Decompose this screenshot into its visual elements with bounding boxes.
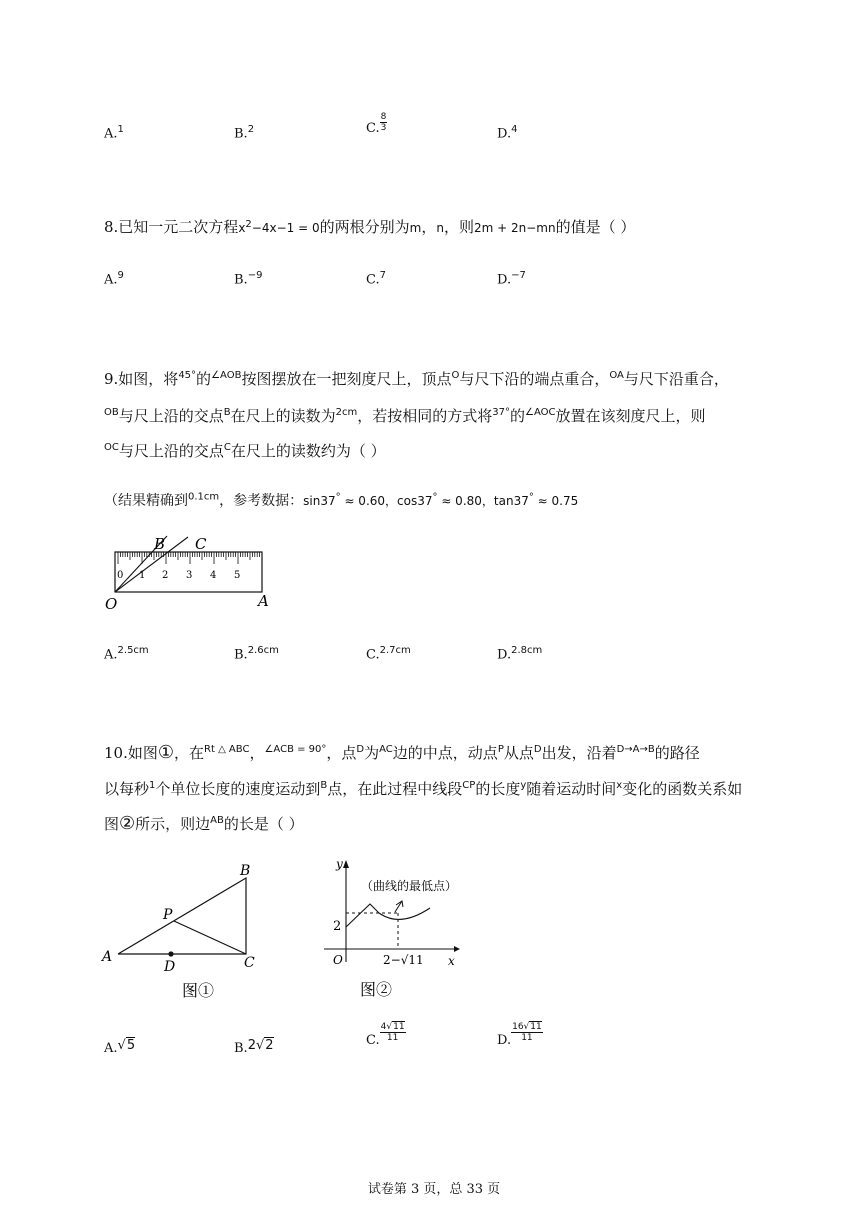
option-letter: C.: [366, 121, 380, 136]
q10-option-d: D. $\frac{16√11}{11}$: [497, 1022, 542, 1048]
tick-label-4: 4: [210, 570, 217, 581]
q7-option-d: [497, 124, 517, 141]
option-letter: B.: [234, 126, 248, 142]
option-value: 2: [247, 124, 255, 135]
q10-option-a: A.√5: [104, 1038, 136, 1056]
tick-label-1: 1: [139, 570, 146, 581]
q7-option-c: [366, 112, 387, 136]
option-value: 4: [511, 124, 518, 135]
q8-option-c: C.$^7$: [366, 270, 386, 288]
q10-line-1: 10.如图①，在$^{Rt \triangle ABC}$，$^{\angle ACB = 90^\circ}$，点$^D$为$^{AC}$边的中点，动点$^P$从点$^D$出发，沿着$^{D\to A\to B}$的路径: [104, 742, 700, 763]
point-label-o: O: [105, 595, 118, 613]
q9-option-a: A.$^{2.5cm}$: [104, 645, 149, 663]
tick-label-3: 3: [186, 570, 193, 581]
triangle-abc: [118, 878, 246, 954]
point-label-c: C: [195, 535, 207, 553]
segment-cp: [174, 921, 246, 954]
label-a: A: [102, 949, 113, 965]
point-label-a: A: [258, 592, 269, 610]
tick-label-2: 2: [162, 570, 169, 581]
q9-ruler-figure: [100, 530, 285, 615]
q8-option-b: B.$^{-9}$: [234, 270, 263, 288]
fraction: $\frac{4√11}{11}$: [380, 1022, 405, 1043]
q9-reference-data: （结果精确到$^{0.1cm}$，参考数据：sin37° ≈ 0.60，cos37° ≈ 0.80，tan37° ≈ 0.75: [104, 491, 579, 509]
q8-option-d: D.$^{-7}$: [497, 270, 526, 288]
point-label-b: B: [154, 535, 166, 553]
q9-line-2: $^{OB}$与尺上沿的交点$^B$在尺上的读数为$^{2cm}$，若按相同的方式将$^{37^\circ}$的$^{\angle AOC}$放置在该刻度尺上，则: [104, 407, 706, 425]
q9-option-b: B.$^{2.6cm}$: [234, 645, 279, 663]
option-letter: A.: [104, 126, 118, 142]
label-p: P: [163, 907, 173, 923]
q10-graph-figure: [320, 852, 470, 1007]
graph-curve: [379, 908, 430, 919]
ruler-ticks: [118, 552, 260, 564]
q10-option-c: C. $\frac{4√11}{11}$: [366, 1022, 405, 1048]
figure-2-caption: 图②: [360, 980, 393, 999]
q10-line-3: 图②所示，则边$^{AB}$的长是（ ）: [104, 813, 304, 834]
q7-option-b: [234, 124, 254, 141]
tick-label-5: 5: [234, 570, 241, 581]
option-letter: D.: [497, 126, 512, 142]
q9-option-d: D.$^{2.8cm}$: [497, 645, 543, 663]
y-axis-label: y: [336, 857, 343, 871]
x-axis-label: x: [448, 954, 455, 968]
ray-oc: [115, 537, 188, 592]
origin-label: O: [333, 953, 343, 967]
q9-option-c: C.$^{2.7cm}$: [366, 645, 411, 663]
q8-option-a: A.$^9$: [104, 270, 124, 288]
page-footer: 试卷第 3 页，总 33 页: [367, 1182, 501, 1197]
x-axis-arrow: [454, 946, 460, 952]
x-tick-label: 2−√11: [383, 953, 424, 967]
y-tick-label: 2: [333, 919, 342, 934]
q9-line-3: $^{OC}$与尺上沿的交点$^C$在尺上的读数约为（ ）: [104, 442, 386, 460]
fraction: $\frac{8}{3}$: [380, 112, 387, 133]
label-c: C: [244, 955, 255, 971]
q8-stem: 8.已知一元二次方程$x^2-4x-1 = 0$的两根分别为m，n，则2m + 2n−mn的值是（ ）: [104, 218, 636, 236]
q9-line-1: 9.如图，将$^{45^\circ}$的$^{\angle AOB}$按图摆放在一把刻度尺上，顶点$^O$与尺下沿的端点重合，$^{OA}$与尺下沿重合，: [104, 370, 729, 388]
tick-label-0: 0: [117, 570, 124, 581]
q7-option-a: [104, 124, 124, 141]
graph-linear-part: [346, 904, 379, 927]
q10-option-b: B.2√2: [234, 1038, 274, 1056]
expression: 2m + 2n−mn: [473, 221, 556, 235]
q10-triangle-figure: [100, 860, 270, 1005]
figure-1-caption: 图①: [182, 981, 215, 1000]
note-pointer: [395, 901, 402, 912]
label-b: B: [240, 863, 251, 879]
y-axis-arrow: [343, 860, 349, 868]
point-d: [168, 951, 173, 956]
label-d: D: [164, 959, 176, 975]
option-value: 1: [117, 124, 124, 135]
equation: $x^2-4x-1 = 0$: [238, 219, 320, 235]
fraction: $\frac{16√11}{11}$: [512, 1022, 542, 1043]
q10-line-2: 以每秒$^1$个单位长度的速度运动到$^B$点，在此过程中线段$^{CP}$的长度$^y$随着运动时间$^x$变化的函数关系如: [104, 780, 743, 798]
curve-lowest-point-note: （曲线的最低点）: [361, 879, 458, 893]
